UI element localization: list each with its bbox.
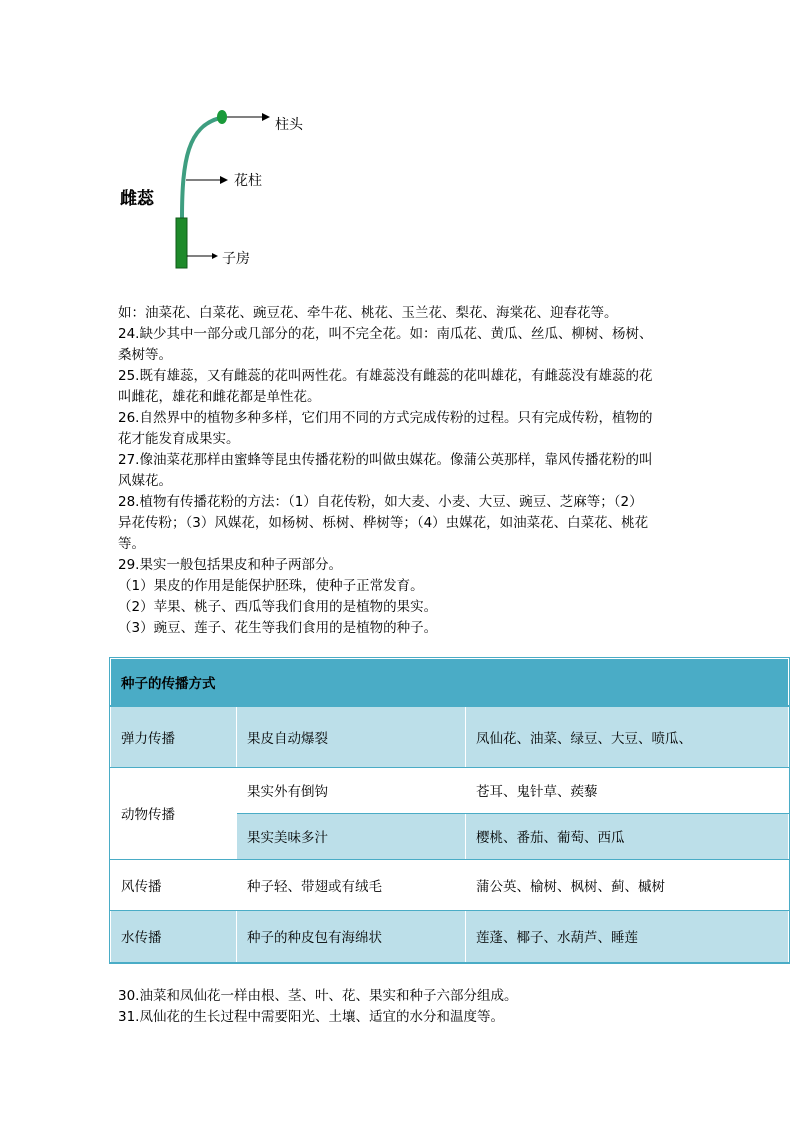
table-header: 种子的传播方式: [111, 659, 789, 707]
examples-cell: 苍耳、鬼针草、蒺藜: [466, 767, 789, 813]
paragraph-line: （1）果皮的作用是能保护胚珠，使种子正常发育。: [118, 578, 424, 594]
feature-cell: 种子轻、带翅或有绒毛: [237, 859, 466, 910]
text-body: [118, 303, 688, 639]
paragraph-line: 叫雌花，雄花和雌花都是单性花。: [118, 389, 321, 405]
examples-cell: 樱桃、番茄、葡萄、西瓜: [466, 813, 789, 859]
paragraph-line: 24.缺少其中一部分或几部分的花，叫不完全花。如：南瓜花、黄瓜、丝瓜、柳树、杨树、: [118, 326, 653, 342]
feature-cell: 果皮自动爆裂: [237, 706, 466, 767]
seed-dispersal-table: [110, 658, 789, 963]
style-arrowhead: [220, 176, 228, 184]
paragraph-line: 27.像油菜花那样由蜜蜂等昆虫传播花粉的叫做虫媒花。像蒲公英那样，靠风传播花粉的叫: [118, 452, 653, 468]
paragraph-line: 等。: [118, 536, 145, 552]
method-cell: 动物传播: [111, 767, 237, 859]
feature-cell: 果实外有倒钩: [237, 767, 466, 813]
footer-text: [118, 986, 718, 1028]
table-row: [111, 767, 789, 813]
examples-cell: 凤仙花、油菜、绿豆、大豆、喷瓜、: [466, 706, 789, 767]
paragraph-line: 26.自然界中的植物多种多样，它们用不同的方式完成传粉的过程。只有完成传粉，植物的: [118, 410, 653, 426]
examples-cell: 莲蓬、椰子、水葫芦、睡莲: [466, 910, 789, 962]
paragraph-line: （2）苹果、桃子、西瓜等我们食用的是植物的果实。: [118, 599, 438, 615]
paragraph-line: 31.凤仙花的生长过程中需要阳光、土壤、适宜的水分和温度等。: [118, 1009, 504, 1025]
paragraph-line: 如：油菜花、白菜花、豌豆花、牵牛花、桃花、玉兰花、梨花、海棠花、迎春花等。: [118, 305, 618, 321]
ovary-arrowhead: [212, 253, 218, 259]
paragraph-line: 29.果实一般包括果皮和种子两部分。: [118, 557, 342, 573]
label-ovary: 子房: [222, 251, 250, 267]
paragraph-line: 25.既有雄蕊，又有雌蕊的花叫两性花。有雄蕊没有雌蕊的花叫雄花，有雌蕊没有雄蕊的花: [118, 368, 653, 384]
examples-cell: 蒲公英、榆树、枫树、蓟、槭树: [466, 859, 789, 910]
paragraph-line: 异花传粉；（3）风媒花，如杨树、栎树、桦树等；（4）虫媒花，如油菜花、白菜花、桃花: [118, 515, 649, 531]
paragraph-line: 桑树等。: [118, 347, 172, 363]
paragraph-line: 花才能发育成果实。: [118, 431, 240, 447]
style-stem: [182, 118, 220, 218]
feature-cell: 种子的种皮包有海绵状: [237, 910, 466, 962]
table-row: [111, 910, 789, 962]
table-row: [111, 859, 789, 910]
paragraph-line: 风媒花。: [118, 473, 172, 489]
stigma-arrowhead: [262, 113, 270, 121]
feature-cell: 果实美味多汁: [237, 813, 466, 859]
table-row: [111, 706, 789, 767]
table-header-row: [111, 659, 789, 707]
label-stigma: 柱头: [275, 117, 303, 133]
paragraph-line: 30.油菜和凤仙花一样由根、茎、叶、花、果实和种子六部分组成。: [118, 988, 518, 1004]
ovary-shape: [176, 218, 187, 268]
paragraph-line: （3）豌豆、莲子、花生等我们食用的是植物的种子。: [118, 620, 438, 636]
paragraph-line: 28.植物有传播花粉的方法：（1）自花传粉，如大麦、小麦、大豆、豌豆、芝麻等；（2）: [118, 494, 643, 510]
stigma-shape: [217, 110, 227, 124]
label-style: 花柱: [234, 173, 262, 189]
method-cell: 水传播: [111, 910, 237, 962]
pistil-diagram: [110, 100, 330, 280]
method-cell: 风传播: [111, 859, 237, 910]
method-cell: 弹力传播: [111, 706, 237, 767]
diagram-title: 雌蕊: [120, 189, 154, 209]
